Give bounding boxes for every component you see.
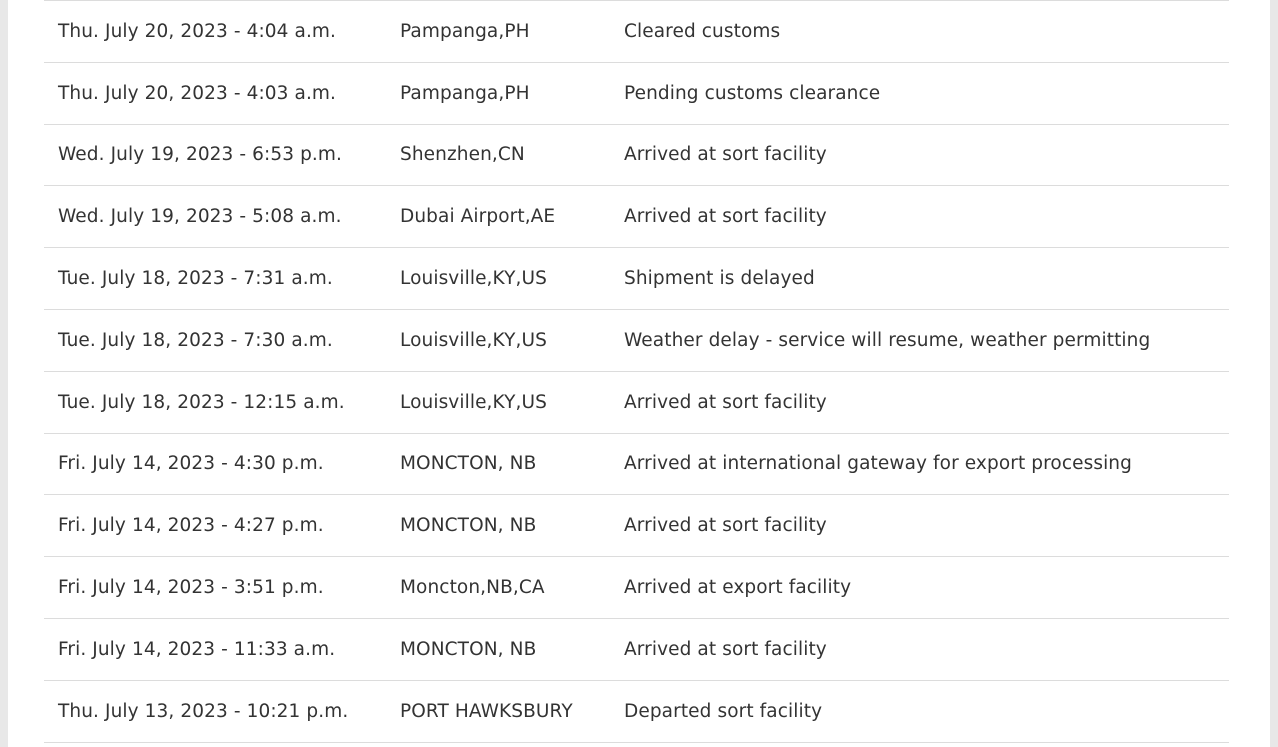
row-status: Arrived at sort facility [624,371,1229,433]
row-status: Shipment is delayed [624,248,1229,310]
row-date: Wed. July 19, 2023 - 5:08 a.m. [44,186,400,248]
table-row [44,557,1229,619]
row-status: Arrived at sort facility [624,618,1229,680]
row-location: Shenzhen,CN [400,124,624,186]
row-date: Fri. July 14, 2023 - 11:33 a.m. [44,618,400,680]
row-location: Louisville,KY,US [400,248,624,310]
table-row [44,1,1229,63]
row-status: Weather delay - service will resume, weather permitting [624,309,1229,371]
row-date: Tue. July 18, 2023 - 7:30 a.m. [44,309,400,371]
row-location: Pampanga,PH [400,62,624,124]
row-status: Arrived at export facility [624,557,1229,619]
table-row [44,124,1229,186]
row-location: MONCTON, NB [400,433,624,495]
row-location: PORT HAWKSBURY [400,680,624,742]
row-status: Arrived at sort facility [624,124,1229,186]
row-date: Tue. July 18, 2023 - 12:15 a.m. [44,371,400,433]
tracking-history-body [44,1,1229,743]
row-date: Thu. July 20, 2023 - 4:03 a.m. [44,62,400,124]
row-status: Departed sort facility [624,680,1229,742]
page-edge-left [0,0,8,747]
row-date: Fri. July 14, 2023 - 4:30 p.m. [44,433,400,495]
row-date: Thu. July 20, 2023 - 4:04 a.m. [44,1,400,63]
table-row [44,62,1229,124]
row-status: Cleared customs [624,1,1229,63]
table-row [44,495,1229,557]
row-location: Louisville,KY,US [400,309,624,371]
row-date: Fri. July 14, 2023 - 4:27 p.m. [44,495,400,557]
table-row [44,248,1229,310]
row-location: MONCTON, NB [400,618,624,680]
tracking-history-table [44,0,1229,743]
page-edge-right [1270,0,1278,747]
row-location: Pampanga,PH [400,1,624,63]
row-date: Thu. July 13, 2023 - 10:21 p.m. [44,680,400,742]
row-status: Arrived at sort facility [624,186,1229,248]
row-location: Moncton,NB,CA [400,557,624,619]
row-status: Arrived at international gateway for export processing [624,433,1229,495]
table-row [44,309,1229,371]
row-status: Pending customs clearance [624,62,1229,124]
row-location: Louisville,KY,US [400,371,624,433]
table-row [44,680,1229,742]
row-status: Arrived at sort facility [624,495,1229,557]
row-location: Dubai Airport,AE [400,186,624,248]
table-row [44,433,1229,495]
row-date: Tue. July 18, 2023 - 7:31 a.m. [44,248,400,310]
row-date: Fri. July 14, 2023 - 3:51 p.m. [44,557,400,619]
row-date: Wed. July 19, 2023 - 6:53 p.m. [44,124,400,186]
table-row [44,618,1229,680]
row-location: MONCTON, NB [400,495,624,557]
table-row [44,371,1229,433]
table-row [44,186,1229,248]
